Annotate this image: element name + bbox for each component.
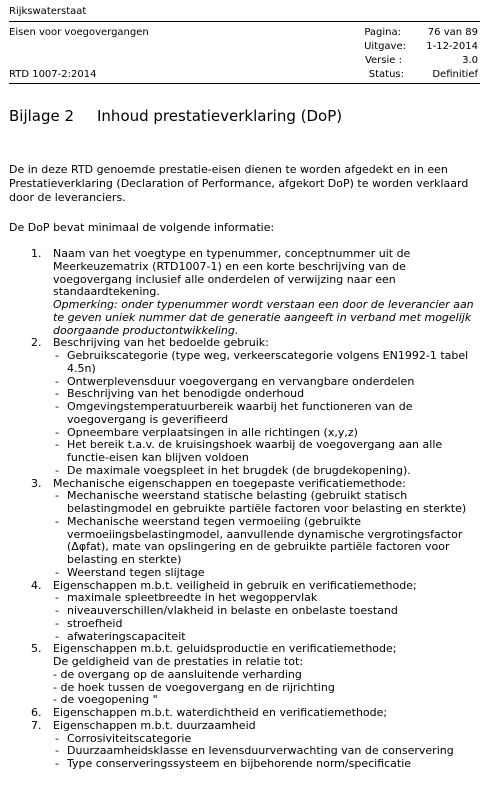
- sub-item: - afwateringscapaciteit: [53, 631, 479, 644]
- sub-item: - Omgevingstemperatuurbereik waarbij het functioneren van de voegovergang is geverifieerd: [53, 401, 479, 427]
- sub-item: - Corrosiviteitscategorie: [53, 733, 479, 746]
- sub-list: [53, 490, 479, 579]
- item-text: Eigenschappen m.b.t. geluidsproductie en verificatiemethode;: [53, 642, 397, 656]
- sub-item: - Duurzaamheidsklasse en levensduurverwachting van de conservering: [53, 745, 479, 758]
- organisation-name: Rijkswaterstaat: [9, 6, 87, 17]
- sub-item: - Opneembare verplaatsingen in alle richtingen (x,y,z): [53, 427, 479, 440]
- sub-item: - Type conserveringssysteem en bijbehorende norm/specificatie: [53, 758, 479, 771]
- meta-label: Status:: [368, 69, 404, 80]
- item-number: 3.: [31, 476, 42, 490]
- item-number: 1.: [31, 247, 42, 260]
- meta-label: Uitgave:: [364, 41, 406, 52]
- sub-item: - Weerstand tegen slijtage: [53, 567, 479, 580]
- lead-paragraph: De DoP bevat minimaal de volgende informatie:: [9, 221, 275, 234]
- item-text: Mechanische eigenschappen en toegepaste verificatiemethode:: [53, 476, 406, 490]
- section-heading: [9, 107, 342, 125]
- dop-requirements-list: [9, 248, 479, 771]
- item-text: Eigenschappen m.b.t. waterdichtheid en verificatiemethode;: [53, 706, 388, 719]
- item-plain-line: - de voegopening ": [53, 693, 158, 707]
- header-rule-top: [9, 21, 480, 22]
- item-text: Eigenschappen m.b.t. veiligheid in gebruik en verificatiemethode;: [53, 578, 417, 592]
- sub-item: - De maximale voegspleet in het brugdek (de brugdekopening).: [53, 465, 479, 478]
- item-note: Opmerking: onder typenummer wordt verstaan een door de leverancier aan te geven uniek nummer dat de generatie aangeeft in verband met mogelijk doorgaande productontwikkeling.: [53, 298, 474, 337]
- meta-label: Versie :: [364, 55, 402, 66]
- item-number: 4.: [31, 578, 42, 592]
- meta-value: Definitief: [432, 69, 478, 80]
- meta-value: 1-12-2014: [426, 41, 478, 52]
- sub-item: - Het bereik t.a.v. de kruisingshoek waarbij de voegovergang aan alle functie-eisen kan blijven voldoen: [53, 439, 479, 465]
- meta-value: 76 van 89: [427, 27, 478, 38]
- list-item: [9, 720, 479, 771]
- sub-item: - Mechanische weerstand tegen vermoeiing (gebruikte vermoeiingsbelastingmodel, aanvullende dynamische vergrotingsfactor (Δφfat), mate van opslingering en de gebruikte partiële factoren voor belasting en sterkte): [53, 516, 479, 567]
- sub-item: - Gebruikscategorie (type weg, verkeerscategorie volgens EN1992-1 tabel 4.5n): [53, 350, 479, 376]
- sub-item: - niveauverschillen/vlakheid in belaste en onbelaste toestand: [53, 605, 479, 618]
- meta-value: 3.0: [462, 55, 478, 66]
- item-text: Beschrijving van het bedoelde gebruik:: [53, 336, 269, 350]
- header-rule-bottom: [9, 83, 480, 84]
- item-number: 7.: [31, 718, 42, 732]
- document-title: Eisen voor voegovergangen: [9, 27, 149, 38]
- sub-list: [53, 733, 479, 771]
- item-text: Naam van het voegtype en typenummer, conceptnummer uit de Meerkeuzematrix (RTD1007-1) en een korte beschrijving van de voegovergang inclusief alle onderdelen of verwijzing naar een standaardtekening.: [53, 247, 411, 299]
- item-plain-line: De geldigheid van de prestaties in relatie tot:: [53, 655, 304, 668]
- list-item: [9, 248, 479, 337]
- intro-paragraph: De in deze RTD genoemde prestatie-eisen dienen te worden afgedekt en in een Prestatieverklaring (Declaration of Performance, afgekort DoP) te worden verklaard door de leveranciers.: [9, 163, 469, 204]
- item-number: 6.: [31, 706, 42, 719]
- sub-list: [53, 350, 479, 478]
- sub-list: [53, 592, 479, 643]
- list-item: [9, 580, 479, 644]
- list-item: [9, 337, 479, 477]
- item-plain-line: - de hoek tussen de voegovergang en de rijrichting: [53, 680, 335, 694]
- sub-item: - maximale spleetbreedte in het wegoppervlak: [53, 592, 479, 605]
- document-code: RTD 1007-2:2014: [9, 69, 97, 80]
- sub-item: - Mechanische weerstand statische belasting (gebruikt statisch belastingmodel en gebruikte partiële factoren voor belasting en sterkte): [53, 490, 479, 516]
- meta-label: Pagina:: [364, 27, 401, 38]
- list-item: [9, 478, 479, 580]
- item-plain-line: - de overgang op de aansluitende verharding: [53, 667, 302, 681]
- section-number: Bijlage 2: [9, 107, 75, 125]
- sub-item: - stroefheid: [53, 618, 479, 631]
- item-number: 2.: [31, 336, 42, 350]
- sub-item: - Beschrijving van het benodigde onderhoud: [53, 388, 479, 401]
- list-item: [9, 643, 479, 707]
- item-number: 5.: [31, 642, 42, 656]
- section-title: Inhoud prestatieverklaring (DoP): [97, 107, 343, 125]
- sub-item: - Ontwerplevensduur voegovergang en vervangbare onderdelen: [53, 376, 479, 389]
- item-text: Eigenschappen m.b.t. duurzaamheid: [53, 718, 256, 732]
